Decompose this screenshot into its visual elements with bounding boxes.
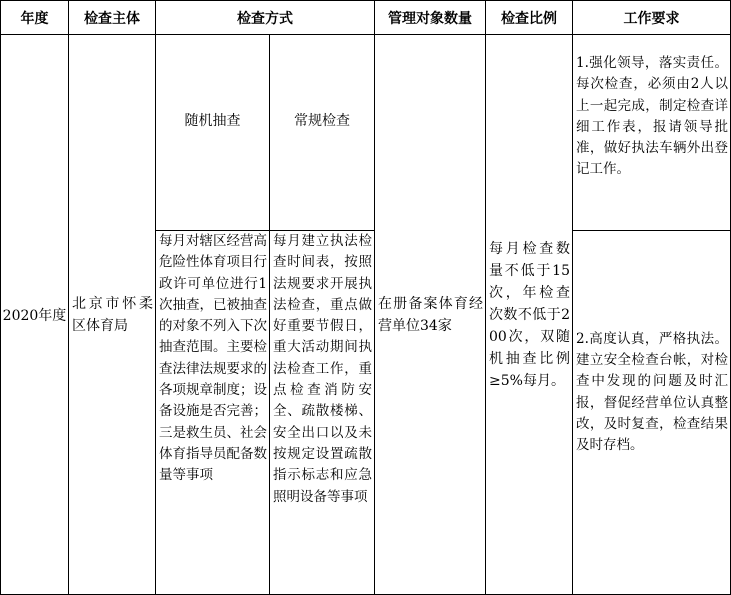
subject-cell: 北京市怀柔区体育局 — [69, 35, 156, 595]
header-ratio: 检查比例 — [486, 1, 573, 35]
year-cell: 2020年度 — [1, 35, 69, 595]
random-detail-cell: 每月对辖区经营高危险性体育项目行政许可单位进行1次抽查，已被抽查的对象不列入下次抽查范围。主要检查法律法规要求的各项规章制度；设备设施是否完善；三是救生员、社会体育指导员配备数量等事项 — [156, 231, 270, 595]
header-method: 检查方式 — [156, 1, 375, 35]
header-requirements: 工作要求 — [573, 1, 731, 35]
subheader-row — [1, 35, 731, 231]
ratio-cell: 每月检查数量不低于15次，年检查次数不低于200次，双随机抽查比例≥5%每月。 — [486, 35, 573, 595]
subheader-regular: 常规检查 — [270, 35, 375, 231]
header-count: 管理对象数量 — [375, 1, 486, 35]
regular-detail-cell: 每月建立执法检查时间表，按照法规要求开展执法检查，重点做好重要节假日，重大活动期间执法检查工作，重点检查消防安全、疏散楼梯、安全出口以及未按规定设置疏散指示标志和应急照明设备等事项 — [270, 231, 375, 595]
header-year: 年度 — [1, 1, 69, 35]
requirement-2-cell: 2.高度认真，严格执法。建立安全检查台帐，对检查中发现的问题及时汇报，督促经营单位认真整改，及时复查，检查结果及时存档。 — [573, 231, 731, 595]
header-subject: 检查主体 — [69, 1, 156, 35]
subheader-random: 随机抽查 — [156, 35, 270, 231]
count-cell: 在册备案体育经营单位34家 — [375, 35, 486, 595]
header-row — [1, 1, 731, 35]
requirement-1-cell: 1.强化领导，落实责任。每次检查，必须由2人以上一起完成，制定检查详细工作表，报请领导批准，做好执法车辆外出登记工作。 — [573, 35, 731, 231]
